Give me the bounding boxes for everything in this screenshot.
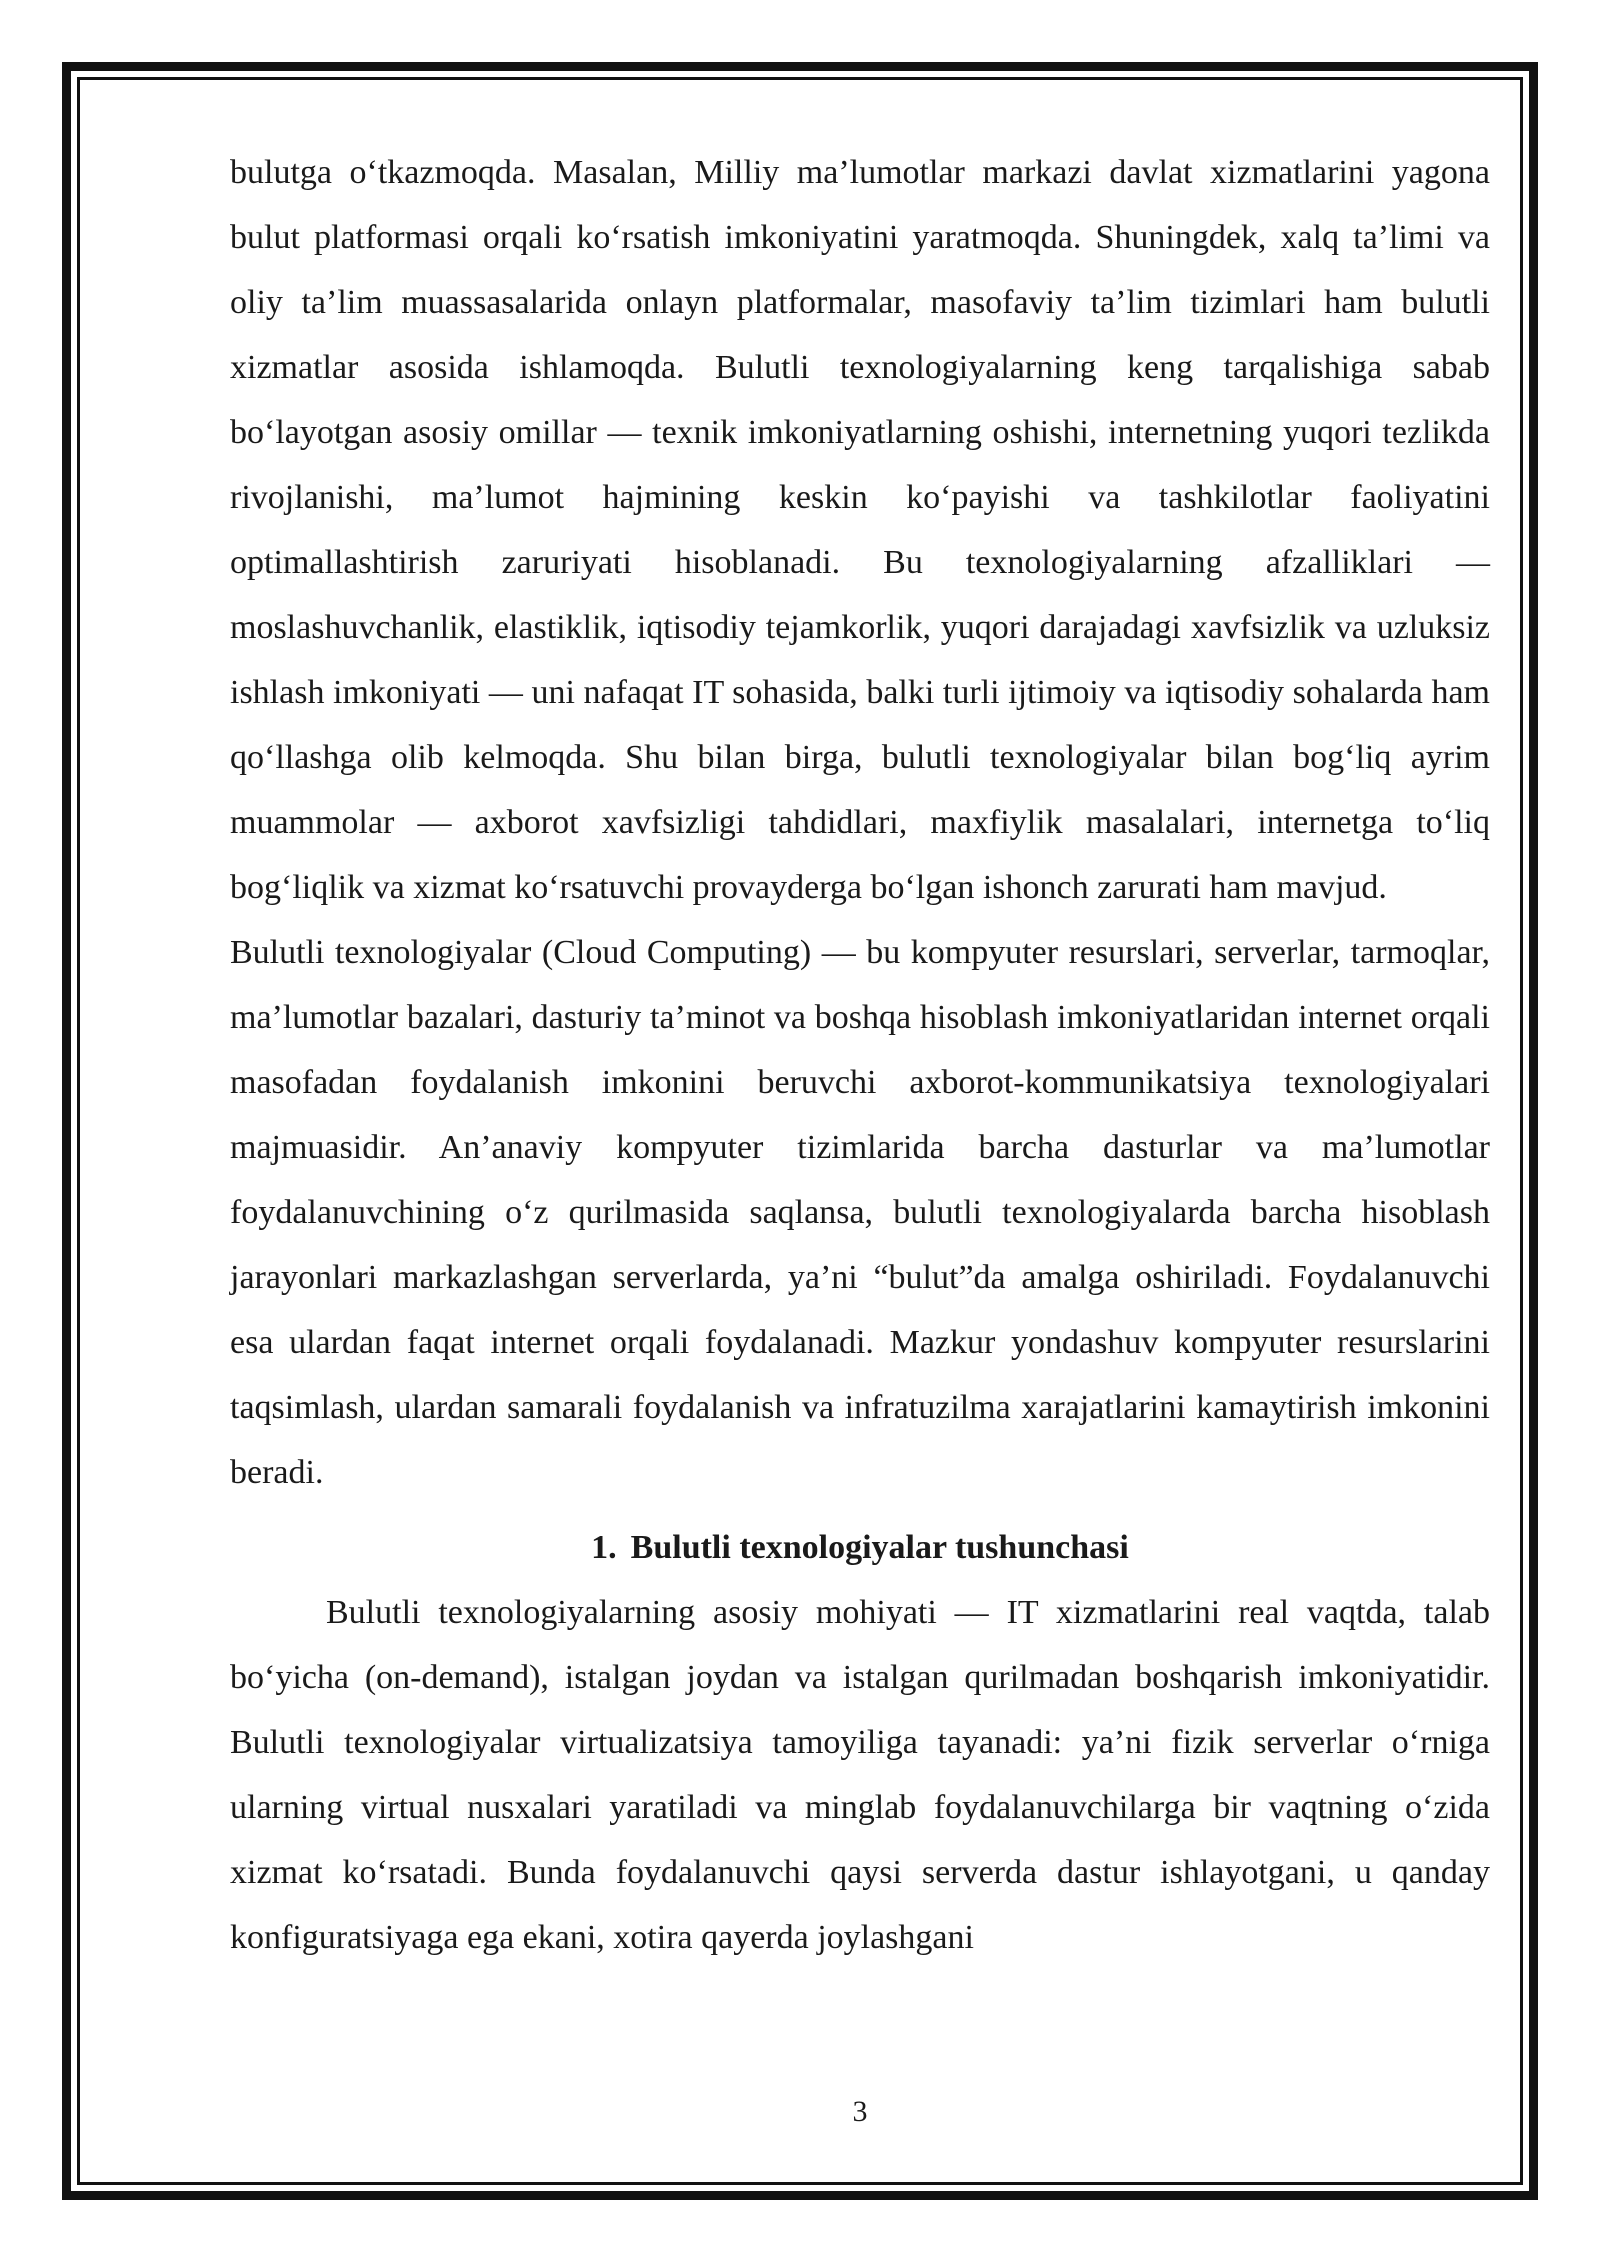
section-title: Bulutli texnologiyalar tushunchasi <box>630 1529 1129 1566</box>
page-number: 3 <box>852 2095 868 2128</box>
document-body <box>230 140 1490 1970</box>
paragraph-cloud-definition: Bulutli texnologiyalar (Cloud Computing) — bu kompyuter resurslari, serverlar, tarmoqlar, ma’lumotlar bazalari, dasturiy ta’minot va boshqa hisoblash imkoniyatlaridan internet orqali masofadan foydalanish imkonini beruvchi axborot-kommunikatsiya texnologiyalari majmuasidir. An’anaviy kompyuter tizimlarida barcha dasturlar va ma’lumotlar foydalanuvchining o‘z qurilmasida saqlansa, bulutli texnologiyalarda barcha hisoblash jarayonlari markazlashgan serverlarda, ya’ni “bulut”da amalga oshiriladi. Foydalanuvchi esa ulardan faqat internet orqali foydalanadi. Mazkur yondashuv kompyuter resurslarini taqsimlash, ulardan samarali foydalanish va infratuzilma xarajatlarini kamaytirish imkonini beradi. <box>230 934 1490 1491</box>
paragraph-cloud-adoption: bulutga o‘tkazmoqda. Masalan, Milliy ma’lumotlar markazi davlat xizmatlarini yagona bulut platformasi orqali ko‘rsatish imkoniyatini yaratmoqda. Shuningdek, xalq ta’limi va oliy ta’lim muassasalarida onlayn platformalar, masofaviy ta’lim tizimlari ham bulutli xizmatlar asosida ishlamoqda. Bulutli texnologiyalarning keng tarqalishiga sabab bo‘layotgan asosiy omillar — texnik imkoniyatlarning oshishi, internetning yuqori tezlikda rivojlanishi, ma’lumot hajmining keskin ko‘payishi va tashkilotlar faoliyatini optimallashtirish zaruriyati hisoblanadi. Bu texnologiyalarning afzalliklari — moslashuvchanlik, elastiklik, iqtisodiy tejamkorlik, yuqori darajadagi xavfsizlik va uzluksiz ishlash imkoniyati — uni nafaqat IT sohasida, balki turli ijtimoiy va iqtisodiy sohalarda ham qo‘llashga olib kelmoqda. Shu bilan birga, bulutli texnologiyalar bilan bog‘liq ayrim muammolar — axborot xavfsizligi tahdidlari, maxfiylik masalalari, internetga to‘liq bog‘liqlik va xizmat ko‘rsatuvchi provayderga bo‘lgan ishonch zarurati ham mavjud. <box>230 154 1490 906</box>
paragraph-cloud-essence: Bulutli texnologiyalarning asosiy mohiyati — IT xizmatlarini real vaqtda, talab bo‘yicha (on-demand), istalgan joydan va istalgan qurilmadan boshqarish imkoniyatidir. Bulutli texnologiyalar virtualizatsiya tamoyiliga tayanadi: ya’ni fizik serverlar o‘rniga ularning virtual nusxalari yaratiladi va minglab foydalanuvchilarga bir vaqtning o‘zida xizmat ko‘rsatadi. Bunda foydalanuvchi qaysi serverda dastur ishlayotgani, u qanday konfiguratsiyaga ega ekani, xotira qayerda joylashgani <box>230 1594 1490 1956</box>
section-heading <box>230 1515 1490 1580</box>
section-number: 1. <box>591 1529 617 1566</box>
